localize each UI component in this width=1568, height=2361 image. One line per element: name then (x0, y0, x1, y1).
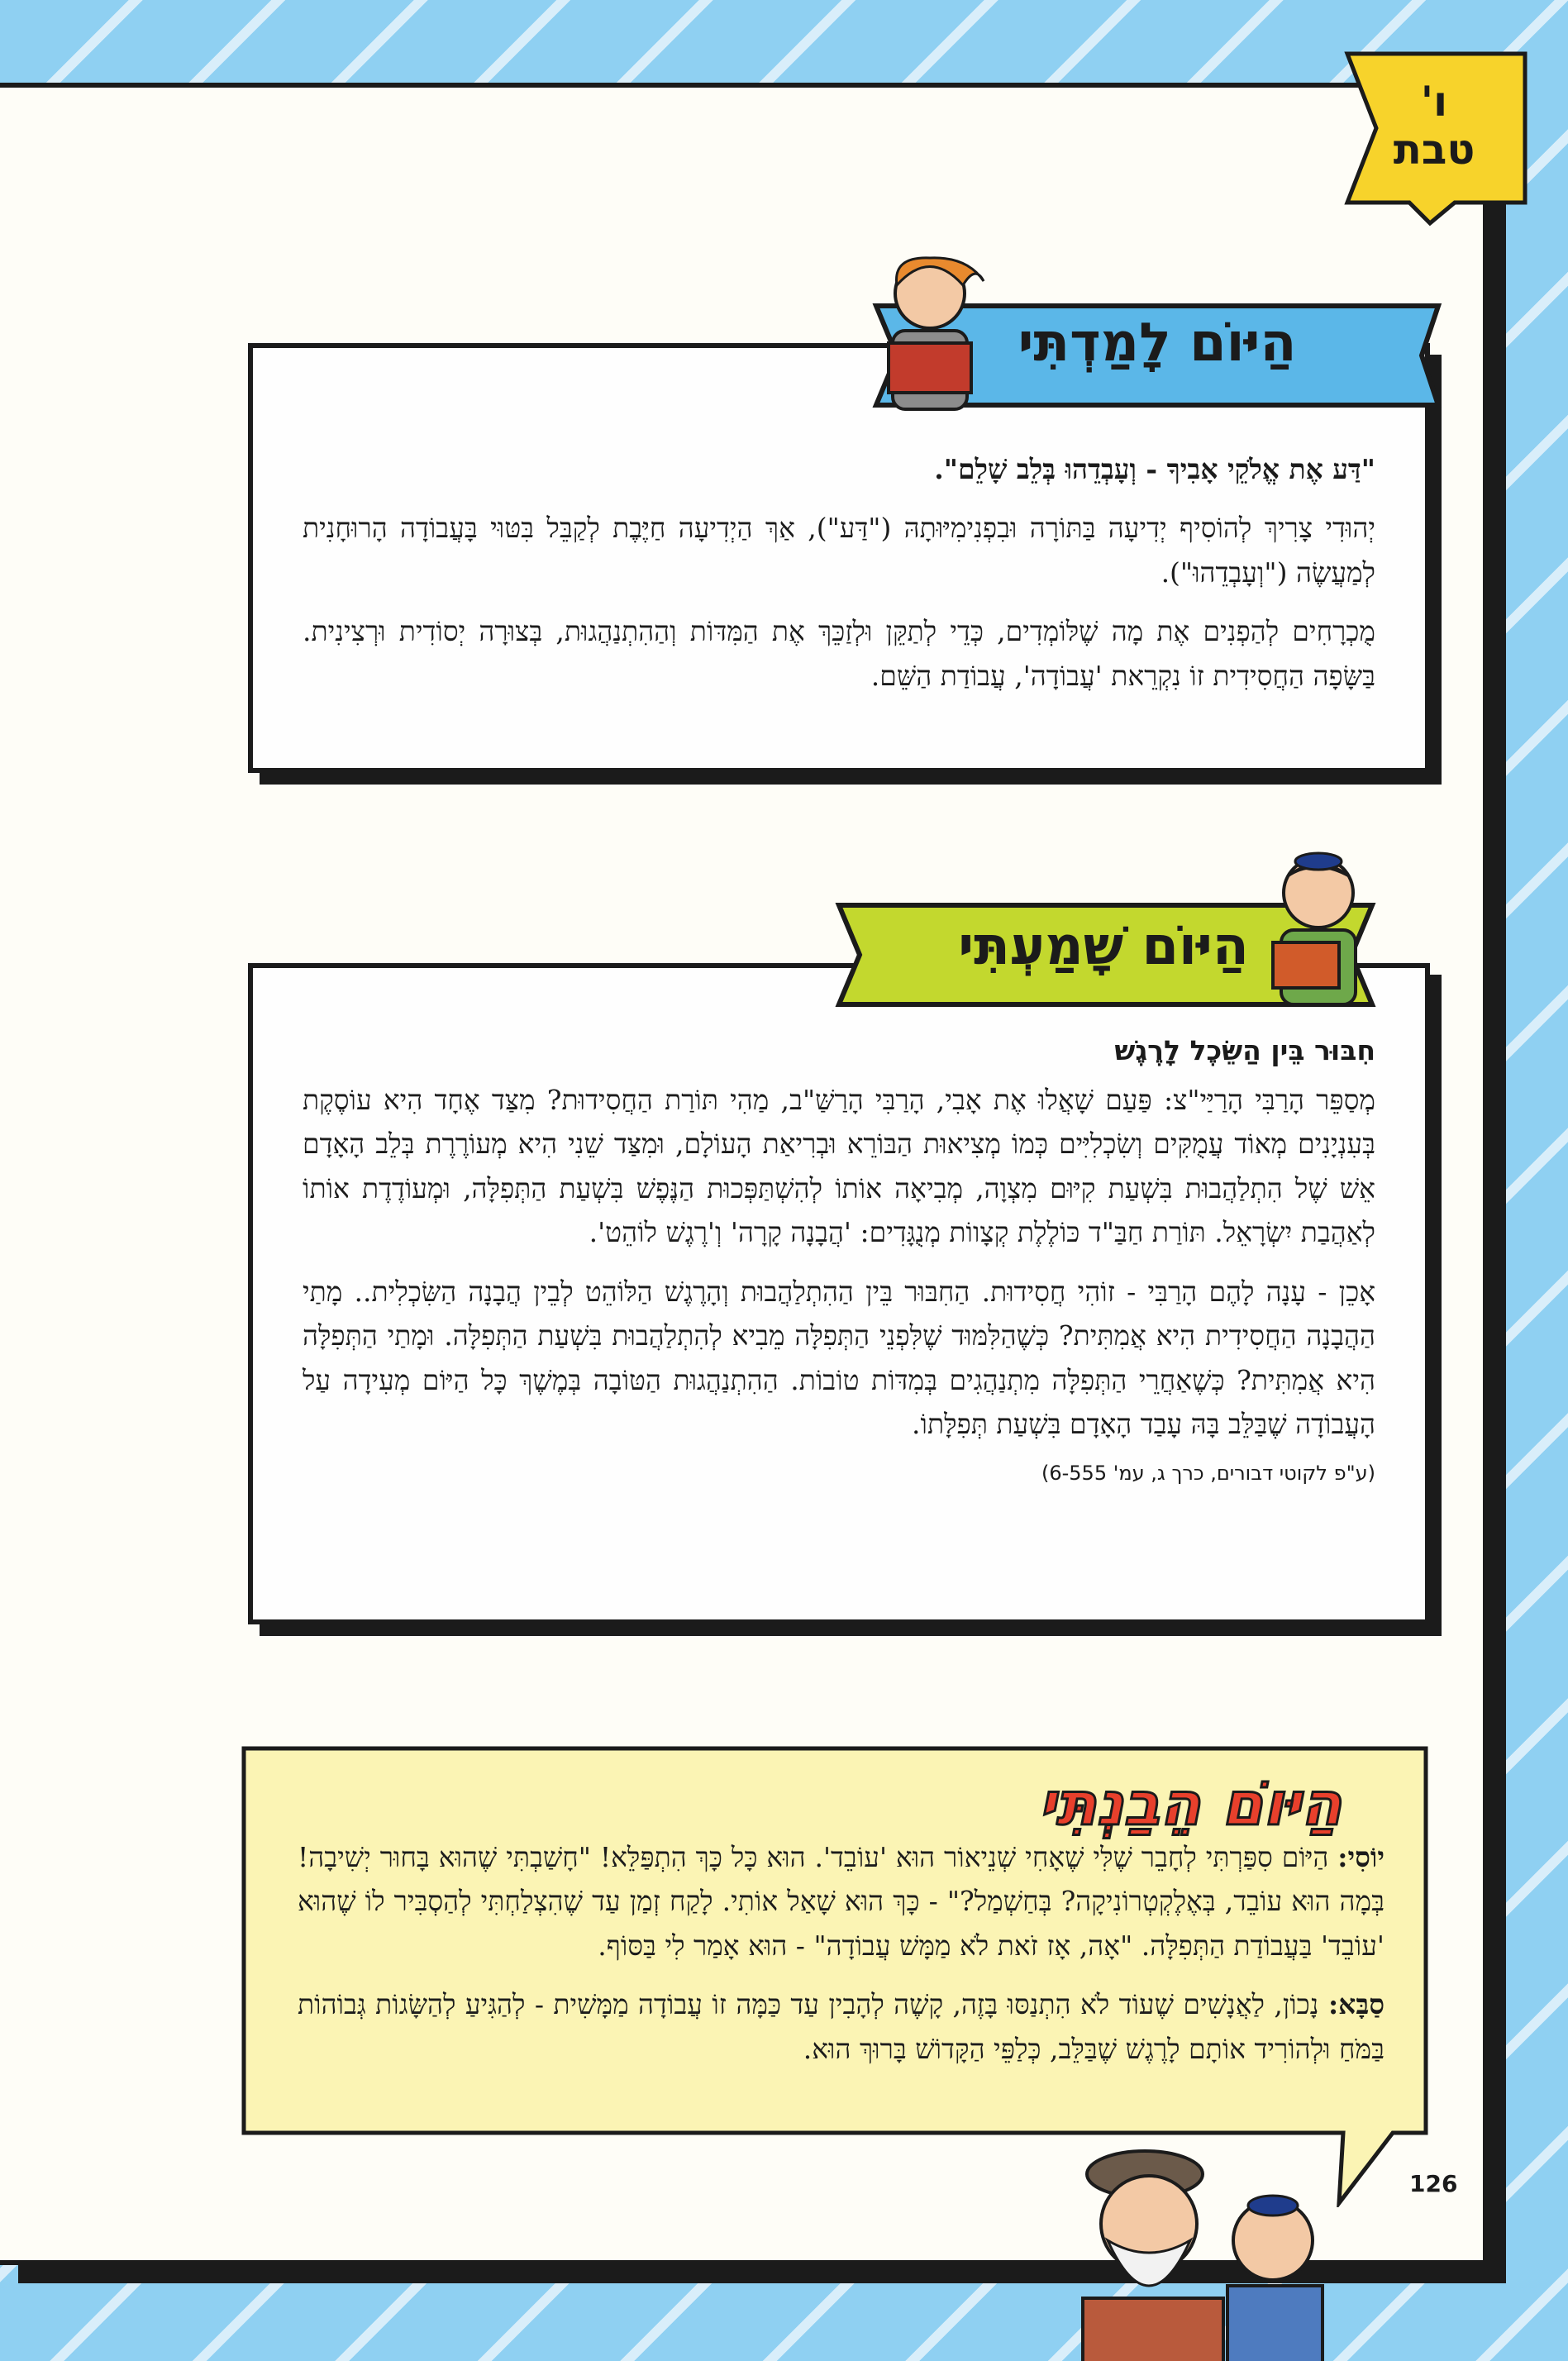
speaker-yossi: יוֹסִי: (1337, 1841, 1385, 1873)
yossi-text: הַיּוֹם סִפַּרְתִּי לְחָבֵר שֶׁלִּי שֶׁאָחִי שְׁנֵיאוֹר הוּא 'עוֹבֵד'. הוּא כָּל כָּךְ הִתְפַּלֵּא! "חָשַׁבְתִּי שֶׁהוּא בָּחוּר יְשִׁיבָה! בְּמָה הוּא עוֹבֵד, בְּאֶלֶקְטְרוֹנִיקָה? בְּחַשְׁמַל?" - כָּךְ הוּא שָׁאַל אוֹתִי. לָקַח זְמַן עַד שֶׁהִצְלַחְתִּי לְהַסְבִּיר לוֹ שֶׁהוּא 'עוֹבֵד' בַּעֲבוֹדַת הַתְּפִלָּה. "אָה, אָז זֹאת לֹא מַמָּשׁ עֲבוֹדָה" - הוּא אָמַר לִי בַּסּוֹף. (298, 1841, 1385, 1962)
date-label (1356, 79, 1513, 174)
heard-title: הַיּוֹם שָׁמַעְתִּי (958, 916, 1249, 977)
girl-reading-illustration (860, 248, 1000, 413)
date-month: טבת (1393, 125, 1475, 174)
heard-section (248, 963, 1430, 1624)
learned-paragraph-1: "דַּע אֶת אֱלֹקֵי אָבִיךָ - וְעָבְדֵהוּ בְּלֵב שָׁלֵם". (934, 453, 1375, 485)
learned-title: הַיּוֹם לָמַדְתִּי (1018, 312, 1297, 374)
heard-subtitle: חִבּוּר בֵּין הַשֵּׂכֶל לָרֶגֶשׁ (1114, 1034, 1375, 1066)
grandfather-boy-illustration (1066, 2141, 1339, 2361)
learned-paragraph-3: מֻכְרָחִים לְהַפְנִים אֶת מָה שֶׁלּוֹמְדִים, כְּדֵי לְתַקֵּן וּלְזַכֵּךְ אֶת הַמִּדּוֹת וְהַהִתְנַהֲגוּת, בְּצוּרָה יְסוֹדִית וּרְצִינִית. בַּשָּׂפָה הַחֲסִידִית זוֹ נִקְרֵאת 'עֲבוֹדָה', עֲבוֹדַת הַשֵּׁם. (303, 615, 1375, 692)
understood-paragraph-2 (298, 1982, 1385, 2071)
understood-title: הַיּוֹם הֵבַנְתִּי (1038, 1769, 1342, 1839)
boy-reading-illustration (1248, 843, 1389, 1009)
learned-paragraph-2: יְהוּדִי צָרִיךְ לְהוֹסִיף יְדִיעָה בַּתּוֹרָה וּבִפְנִימִיּוּתָהּ ("דַּע"), אַךְ הַיְדִיעָה חַיֶּבֶת לְקַבֵּל בִּטּוּי בָּעֲבוֹדָה הָרוּחָנִית לְמַעֲשֶׂה ("וְעָבְדֵהוּ"). (303, 512, 1375, 589)
heard-paragraph-2: אָכֵן - עָנָה לָהֶם הָרַבִּי - זוֹהִי חֲסִידוּת. הַחִבּוּר בֵּין הַהִתְלַהֲבוּת וְהָרֶגֶשׁ הַלּוֹהֵט לְבֵין הֲבָנָה הַשִּׂכְלִית.. מָתַי הַהֲבָנָה הַחֲסִידִית הִיא אֲמִתִּית? כְּשֶׁהַלִּמּוּד שֶׁלִּפְנֵי הַתְּפִלָּה מֵבִיא לְהִתְלַהֲבוּת בִּשְׁעַת הַתְּפִלָּה. וּמָתַי הַתְּפִלָּה הִיא אֲמִתִּית? כְּשֶׁאַחֲרֵי הַתְּפִלָּה מִתְנַהֲגִים בְּמִדּוֹת טוֹבוֹת. הַהִתְנַהֲגוּת הַטּוֹבָה בְּמֶשֶׁךְ כָּל הַיּוֹם מְעִידָה עַל הָעֲבוֹדָה שֶׁבַּלֵּב בָּהּ עָבַד הָאָדָם בִּשְׁעַת תְּפִלָּתוֹ. (303, 1275, 1375, 1441)
speaker-saba: סַבָּא: (1327, 1988, 1385, 2021)
heard-paragraph-1: מְסַפֵּר הָרַבִּי הָרַיַּי"צ: פַּעַם שָׁאֲלוּ אֶת אָבִי, הָרַבִּי הָרַשַּׁ"ב, מַהִי תּוֹרַת הַחֲסִידוּת? מִצַּד אֶחָד הִיא עוֹסֶקֶת בְּעִנְיָנִים מְאוֹד עֲמֻקִּים וְשִׂכְלִיִּים כְּמוֹ מְצִיאוּת הַבּוֹרֵא וּבְרִיאַת הָעוֹלָם, וּמִצַּד שֵׁנִי הִיא מְעוֹרֶרֶת בְּלֵב הָאָדָם אֵשׁ שֶׁל הִתְלַהֲבוּת בִּשְׁעַת קִיּוּם מִצְוָה, מְבִיאָה אוֹתוֹ לְהִשְׁתַּפְּכוּת הַנֶּפֶשׁ בִּשְׁעַת הַתְּפִלָּה, וּמְעוֹדֶדֶת אוֹתוֹ לְאַהֲבַת יִשְׂרָאֵל. תּוֹרַת חַבַּ"ד כּוֹלֶלֶת קְצָווֹת מְנֻגָּדִים: 'הֲבָנָה קָרָה' וְ'רֶגֶשׁ לוֹהֵט'. (303, 1084, 1375, 1249)
heard-source: (ע"פ לקוטי דבורים, כרך ג, עמ' 6-555) (1041, 1461, 1375, 1485)
saba-text: נָכוֹן, לַאֲנָשִׁים שֶׁעוֹד לֹא הִתְנַסּוּ בָּזֶה, קָשֶׁה לְהָבִין עַד כַּמָּה זוֹ עֲבוֹדָה מַמָּשִׁית - לְהַגִּיעַ לְהַשָּׂגוֹת גְּבוֹהוֹת בַּמֹּחַ וּלְהוֹרִיד אוֹתָם לָרֶגֶשׁ שֶׁבַּלֵּב, כְּלַפֵּי הַקָּדוֹשׁ בָּרוּךְ הוּא. (298, 1988, 1385, 2065)
date-day: ו' (1420, 78, 1448, 126)
understood-paragraph-1 (298, 1835, 1385, 1967)
page-number: 126 (1409, 2170, 1458, 2197)
